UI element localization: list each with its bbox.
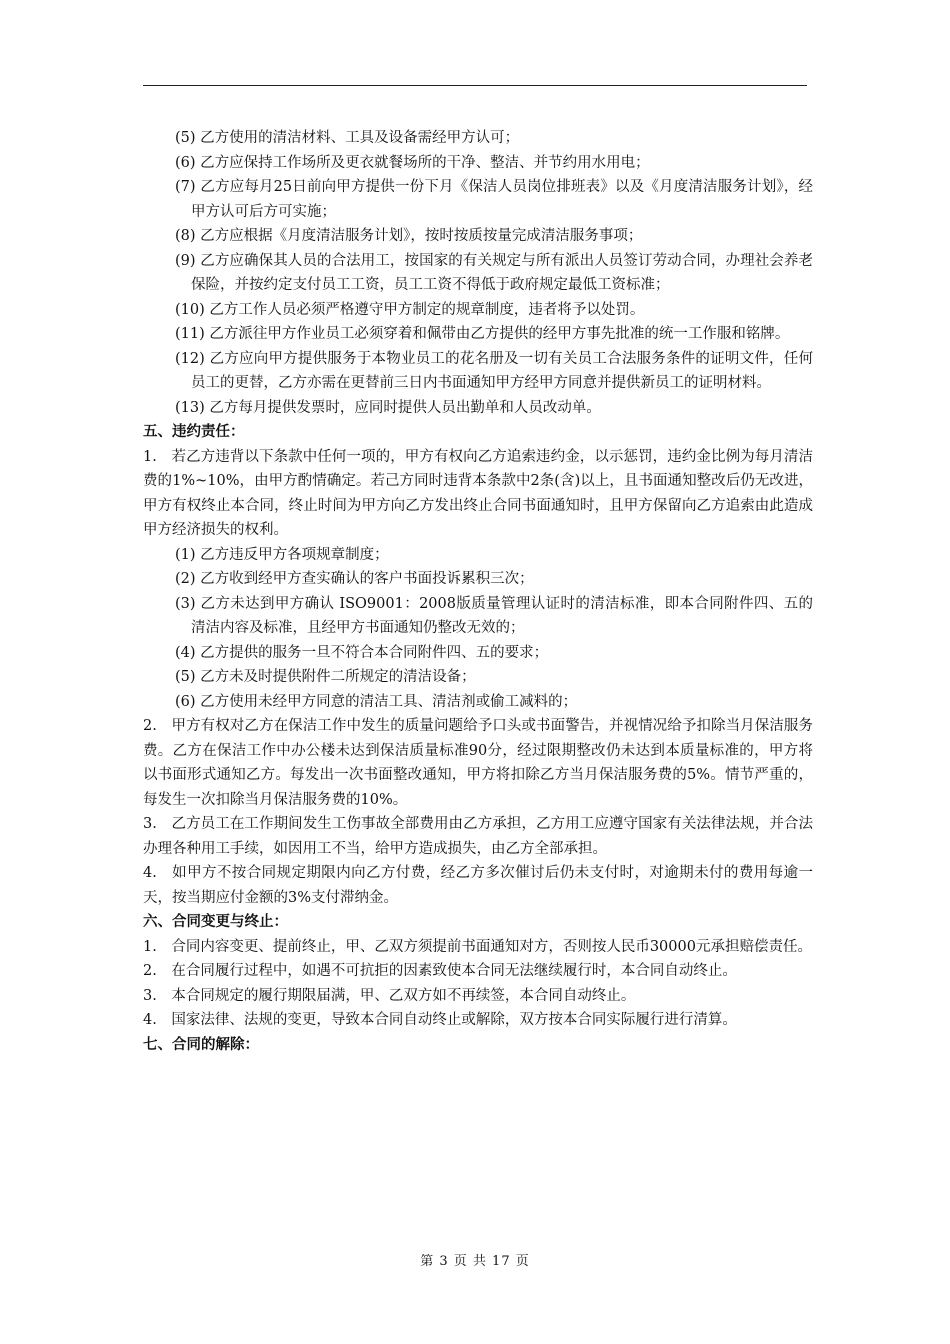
section-heading-breach: 五、违约责任：: [143, 424, 245, 440]
breach-paragraph-1: 1. 若乙方违背以下条款中任何一项的，甲方有权向乙方追索违约金，以示惩罚，违约金比例为每月清洁费的1%~10%，由甲方酌情确定。若己方同时违背本条款中2条(含)以上，且书面通知整改后仍无改进，甲方有权终止本合同，终止时间为甲方向乙方发出终止合同书面通知时，且甲方保留向乙方追索由此造成甲方经济损失的权利。: [143, 448, 813, 538]
breach-sub-item: (3) 乙方未达到甲方确认 ISO9001：2008版质量管理认证时的清洁标准，即本合同附件四、五的清洁内容及标准，且经甲方书面通知仍整改无效的；: [175, 595, 813, 636]
breach-sub-item: (5) 乙方未及时提供附件二所规定的清洁设备；: [175, 669, 476, 685]
clause-item: (12) 乙方应向甲方提供服务于本物业员工的花名册及一切有关员工合法服务条件的证明文件，任何员工的更替，乙方亦需在更替前三日内书面通知甲方经甲方同意并提供新员工的证明材料。: [175, 350, 813, 391]
breach-paragraph-3: 3. 乙方员工在工作期间发生工伤事故全部费用由乙方承担，乙方用工应遵守国家有关法律法规，并合法办理各种用工手续，如因用工不当，给甲方造成损失，由乙方全部承担。: [143, 816, 813, 857]
clause-item: (13) 乙方每月提供发票时，应同时提供人员出勤单和人员改动单。: [175, 399, 601, 416]
breach-sub-item: (4) 乙方提供的服务一旦不符合本合同附件四、五的要求；: [175, 644, 549, 661]
breach-sub-item: (1) 乙方违反甲方各项规章制度；: [175, 546, 389, 563]
breach-paragraph-4: 4. 如甲方不按合同规定期限内向乙方付费，经乙方多次催讨后仍未支付时，对逾期未付的费用每逾一天，按当期应付金额的3%支付滞纳金。: [143, 865, 813, 906]
clause-item: (10) 乙方工作人员必须严格遵守甲方制定的规章制度，违者将予以处罚。: [175, 301, 645, 318]
clause-item: (6) 乙方应保持工作场所及更衣就餐场所的干净、整洁、并节约用水用电；: [175, 154, 650, 171]
breach-sub-item: (6) 乙方使用未经甲方同意的清洁工具、清洁剂或偷工减料的；: [175, 693, 578, 710]
change-paragraph-1: 1. 合同内容变更、提前终止，甲、乙双方须提前书面通知对方，否则按人民币30000元承担赔偿责任。: [143, 938, 812, 955]
breach-paragraph-2: 2. 甲方有权对乙方在保洁工作中发生的质量问题给予口头或书面警告，并视情况给予扣除当月保洁服务费。乙方在保洁工作中办公楼未达到保洁质量标准90分，经过限期整改仍未达到本质量标准的，甲方将以书面形式通知乙方。每发出一次书面整改通知，甲方将扣除乙方当月保洁服务费的5%。情节严重的，每发生一次扣除当月保洁服务费的10%。: [143, 718, 813, 808]
section-heading-dissolution: 七、合同的解除：: [143, 1036, 259, 1053]
document-body: [143, 126, 813, 1057]
change-paragraph-3: 3. 本合同规定的履行期限届满，甲、乙双方如不再续签，本合同自动终止。: [143, 987, 636, 1004]
clause-item: (9) 乙方应确保其人员的合法用工，按国家的有关规定与所有派出人员签订劳动合同，办理社会养老保险，并按约定支付员工工资，员工工资不得低于政府规定最低工资标准；: [175, 252, 813, 293]
header-rule: [143, 85, 807, 86]
clause-item: (8) 乙方应根据《月度清洁服务计划》，按时按质按量完成清洁服务事项；: [175, 228, 643, 244]
breach-sub-item: (2) 乙方收到经甲方查实确认的客户书面投诉累积三次；: [175, 571, 534, 587]
page-number: 第 3 页 共 17 页: [420, 1254, 530, 1269]
clause-item: (5) 乙方使用的清洁材料、工具及设备需经甲方认可；: [175, 130, 520, 146]
change-paragraph-2: 2. 在合同履行过程中，如遇不可抗拒的因素致使本合同无法继续履行时，本合同自动终止。: [143, 963, 737, 979]
clause-item: (11) 乙方派往甲方作业员工必须穿着和佩带由乙方提供的经甲方事先批准的统一工作服和铭牌。: [175, 326, 790, 342]
section-heading-change-termination: 六、合同变更与终止：: [143, 914, 288, 930]
change-paragraph-4: 4. 国家法律、法规的变更，导致本合同自动终止或解除，双方按本合同实际履行进行清算。: [143, 1012, 737, 1028]
clause-item: (7) 乙方应每月25日前向甲方提供一份下月《保洁人员岗位排班表》以及《月度清洁服务计划》，经甲方认可后方可实施；: [175, 179, 813, 220]
